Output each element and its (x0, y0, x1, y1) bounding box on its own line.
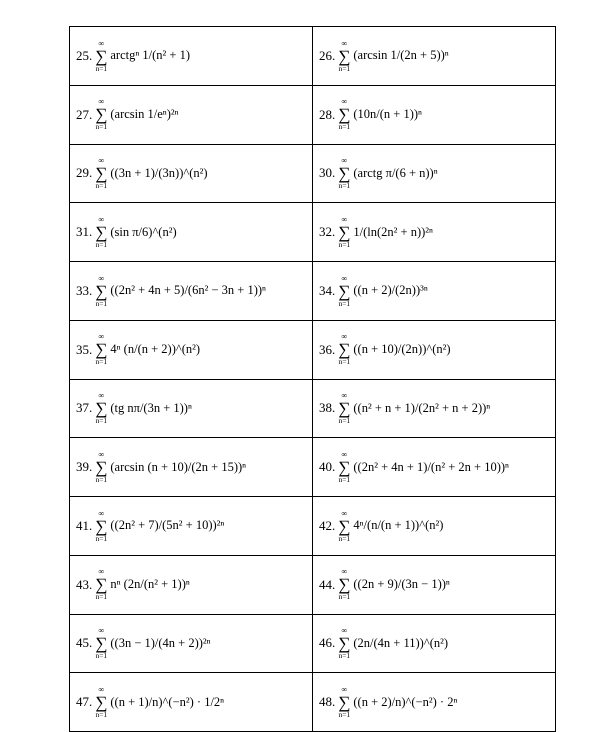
series-term: arctgⁿ 1/(n² + 1) (110, 48, 191, 63)
upper-limit: ∞ (98, 567, 105, 577)
exercise-number: 27. (76, 106, 93, 122)
sigma-symbol: ∑ (95, 340, 108, 360)
table-row (70, 379, 556, 438)
exercise-cell (70, 262, 313, 321)
sigma-symbol: ∑ (95, 575, 108, 595)
exercise-cell (313, 555, 556, 614)
exercise-cell (70, 27, 313, 86)
upper-limit: ∞ (341, 38, 348, 48)
exercise-number: 47. (76, 694, 93, 710)
exercise (313, 203, 555, 261)
exercise (70, 615, 312, 673)
lower-limit: n=1 (95, 474, 108, 484)
series-term: (10n/(n + 1))ⁿ (353, 107, 422, 122)
upper-limit: ∞ (341, 626, 348, 636)
exercise-number: 26. (319, 47, 336, 63)
exercise-number: 41. (76, 517, 93, 533)
exercise (313, 380, 555, 438)
lower-limit: n=1 (338, 651, 351, 661)
exercise-cell (70, 320, 313, 379)
lower-limit: n=1 (95, 533, 108, 543)
lower-limit: n=1 (338, 533, 351, 543)
exercise (313, 615, 555, 673)
series-term: ((3n − 1)/(4n + 2))²ⁿ (110, 635, 211, 650)
series-term: (tg nπ/(3n + 1))ⁿ (110, 400, 192, 415)
table-row (70, 555, 556, 614)
summation-sign (95, 627, 107, 660)
exercise-number: 28. (319, 106, 336, 122)
summation-sign (95, 333, 107, 366)
summation-sign (338, 686, 350, 719)
table-row (70, 438, 556, 497)
lower-limit: n=1 (95, 709, 108, 719)
exercise-number: 48. (319, 694, 336, 710)
summation-sign (95, 40, 107, 73)
series-term: ((n² + n + 1)/(2n² + n + 2))ⁿ (353, 400, 491, 415)
exercise-cell (70, 203, 313, 262)
sigma-symbol: ∑ (95, 46, 108, 66)
exercise (70, 145, 312, 203)
sigma-symbol: ∑ (338, 692, 351, 712)
lower-limit: n=1 (95, 651, 108, 661)
exercise-cell (313, 203, 556, 262)
sigma-symbol: ∑ (95, 457, 108, 477)
summation-sign (338, 568, 350, 601)
table-row (70, 497, 556, 556)
exercise-cell (70, 673, 313, 732)
sigma-symbol: ∑ (338, 105, 351, 125)
series-term: (arctg π/(6 + n))ⁿ (353, 165, 438, 180)
exercise-number: 30. (319, 165, 336, 181)
summation-sign (95, 568, 107, 601)
exercise (313, 145, 555, 203)
exercise (70, 27, 312, 85)
exercise-number: 38. (319, 400, 336, 416)
exercise-number: 45. (76, 635, 93, 651)
series-term: ((n + 1)/n)^(−n²) · 1/2ⁿ (110, 694, 225, 709)
exercise-number: 35. (76, 341, 93, 357)
series-term: ((2n² + 4n + 5)/(6n² − 3n + 1))ⁿ (110, 283, 266, 298)
lower-limit: n=1 (338, 181, 351, 191)
exercise-cell (70, 438, 313, 497)
summation-sign (338, 40, 350, 73)
sigma-symbol: ∑ (338, 340, 351, 360)
series-term: 4ⁿ (n/(n + 2))^(n²) (110, 342, 201, 357)
lower-limit: n=1 (95, 122, 108, 132)
summation-sign (95, 275, 107, 308)
series-term: 1/(ln(2n² + n))²ⁿ (353, 224, 433, 239)
series-term: (arcsin 1/(2n + 5))ⁿ (353, 48, 449, 63)
exercise (313, 262, 555, 320)
series-term: (arcsin 1/eⁿ)²ⁿ (110, 107, 179, 122)
summation-sign (95, 157, 107, 190)
series-term: ((2n² + 4n + 1)/(n² + 2n + 10))ⁿ (353, 459, 509, 474)
exercise-number: 39. (76, 459, 93, 475)
exercise-number: 33. (76, 282, 93, 298)
sigma-symbol: ∑ (338, 634, 351, 654)
exercise-number: 25. (76, 47, 93, 63)
exercise (70, 438, 312, 496)
upper-limit: ∞ (98, 449, 105, 459)
series-term: (arcsin (n + 10)/(2n + 15))ⁿ (110, 459, 247, 474)
lower-limit: n=1 (338, 474, 351, 484)
exercise-number: 34. (319, 282, 336, 298)
exercise-cell (70, 144, 313, 203)
summation-sign (338, 451, 350, 484)
lower-limit: n=1 (95, 63, 108, 73)
lower-limit: n=1 (338, 709, 351, 719)
series-term: ((3n + 1)/(3n))^(n²) (110, 165, 208, 180)
upper-limit: ∞ (341, 567, 348, 577)
upper-limit: ∞ (341, 273, 348, 283)
lower-limit: n=1 (95, 357, 108, 367)
sigma-symbol: ∑ (338, 399, 351, 419)
table-row (70, 85, 556, 144)
exercise (70, 380, 312, 438)
exercise (70, 203, 312, 261)
exercise-number: 36. (319, 341, 336, 357)
sigma-symbol: ∑ (338, 516, 351, 536)
exercise-cell (70, 614, 313, 673)
upper-limit: ∞ (98, 97, 105, 107)
exercise-cell (313, 497, 556, 556)
series-term: ((n + 2)/(2n))³ⁿ (353, 283, 428, 298)
series-term: ((2n + 9)/(3n − 1))ⁿ (353, 577, 450, 592)
exercise-number: 40. (319, 459, 336, 475)
exercise-cell (313, 673, 556, 732)
exercise-cell (313, 144, 556, 203)
series-term: ((2n² + 7)/(5n² + 10))²ⁿ (110, 518, 225, 533)
summation-sign (338, 98, 350, 131)
series-term: ((n + 2)/n)^(−n²) · 2ⁿ (353, 694, 458, 709)
exercise-cell (313, 320, 556, 379)
series-term: (sin π/6)^(n²) (110, 224, 177, 239)
summation-sign (95, 451, 107, 484)
sigma-symbol: ∑ (338, 46, 351, 66)
series-exercise-table (69, 26, 556, 732)
exercise (70, 673, 312, 731)
table-row (70, 614, 556, 673)
series-term: nⁿ (2n/(n² + 1))ⁿ (110, 577, 190, 592)
upper-limit: ∞ (341, 449, 348, 459)
table-row (70, 673, 556, 732)
upper-limit: ∞ (341, 391, 348, 401)
exercise-number: 31. (76, 224, 93, 240)
sigma-symbol: ∑ (338, 457, 351, 477)
upper-limit: ∞ (98, 508, 105, 518)
sigma-symbol: ∑ (95, 516, 108, 536)
exercise (313, 27, 555, 85)
table-row (70, 144, 556, 203)
exercise (313, 497, 555, 555)
exercise (70, 321, 312, 379)
lower-limit: n=1 (338, 416, 351, 426)
upper-limit: ∞ (341, 508, 348, 518)
exercise-number: 46. (319, 635, 336, 651)
exercise-number: 42. (319, 517, 336, 533)
sigma-symbol: ∑ (338, 281, 351, 301)
exercise (70, 86, 312, 144)
exercise-cell (313, 379, 556, 438)
exercise-cell (70, 85, 313, 144)
summation-sign (95, 510, 107, 543)
sigma-symbol: ∑ (95, 281, 108, 301)
lower-limit: n=1 (338, 122, 351, 132)
lower-limit: n=1 (95, 416, 108, 426)
lower-limit: n=1 (95, 239, 108, 249)
upper-limit: ∞ (98, 273, 105, 283)
upper-limit: ∞ (341, 156, 348, 166)
upper-limit: ∞ (341, 684, 348, 694)
summation-sign (338, 333, 350, 366)
exercise (70, 556, 312, 614)
series-term: ((n + 10)/(2n))^(n²) (353, 342, 451, 357)
exercise-number: 32. (319, 224, 336, 240)
sigma-symbol: ∑ (95, 164, 108, 184)
sigma-symbol: ∑ (95, 222, 108, 242)
exercise (313, 673, 555, 731)
summation-sign (338, 275, 350, 308)
summation-sign (338, 627, 350, 660)
lower-limit: n=1 (338, 63, 351, 73)
summation-sign (338, 157, 350, 190)
sigma-symbol: ∑ (95, 634, 108, 654)
summation-sign (95, 392, 107, 425)
exercise (70, 262, 312, 320)
exercise (313, 321, 555, 379)
upper-limit: ∞ (341, 332, 348, 342)
sigma-symbol: ∑ (95, 399, 108, 419)
upper-limit: ∞ (98, 684, 105, 694)
lower-limit: n=1 (95, 592, 108, 602)
exercise-number: 29. (76, 165, 93, 181)
lower-limit: n=1 (338, 239, 351, 249)
upper-limit: ∞ (98, 391, 105, 401)
summation-sign (338, 392, 350, 425)
exercise-cell (313, 27, 556, 86)
upper-limit: ∞ (98, 214, 105, 224)
upper-limit: ∞ (98, 332, 105, 342)
sigma-symbol: ∑ (95, 105, 108, 125)
exercise-number: 43. (76, 576, 93, 592)
upper-limit: ∞ (98, 626, 105, 636)
exercise-cell (313, 262, 556, 321)
upper-limit: ∞ (98, 38, 105, 48)
lower-limit: n=1 (338, 357, 351, 367)
exercise-cell (70, 379, 313, 438)
exercise (70, 497, 312, 555)
summation-sign (95, 686, 107, 719)
sigma-symbol: ∑ (95, 692, 108, 712)
lower-limit: n=1 (95, 298, 108, 308)
exercise-cell (313, 438, 556, 497)
upper-limit: ∞ (341, 97, 348, 107)
table-row (70, 262, 556, 321)
summation-sign (95, 216, 107, 249)
exercise-cell (313, 85, 556, 144)
lower-limit: n=1 (95, 181, 108, 191)
upper-limit: ∞ (98, 156, 105, 166)
lower-limit: n=1 (338, 592, 351, 602)
sigma-symbol: ∑ (338, 222, 351, 242)
summation-sign (95, 98, 107, 131)
table-row (70, 203, 556, 262)
exercise-number: 37. (76, 400, 93, 416)
series-term: (2n/(4n + 11))^(n²) (353, 635, 449, 650)
exercise-cell (70, 497, 313, 556)
exercise-number: 44. (319, 576, 336, 592)
exercise (313, 438, 555, 496)
exercise (313, 86, 555, 144)
table-row (70, 320, 556, 379)
sigma-symbol: ∑ (338, 164, 351, 184)
upper-limit: ∞ (341, 214, 348, 224)
series-term: 4ⁿ/(n/(n + 1))^(n²) (353, 518, 444, 533)
exercise-cell (313, 614, 556, 673)
exercise (313, 556, 555, 614)
exercise-cell (70, 555, 313, 614)
summation-sign (338, 216, 350, 249)
sigma-symbol: ∑ (338, 575, 351, 595)
summation-sign (338, 510, 350, 543)
table-row (70, 27, 556, 86)
lower-limit: n=1 (338, 298, 351, 308)
